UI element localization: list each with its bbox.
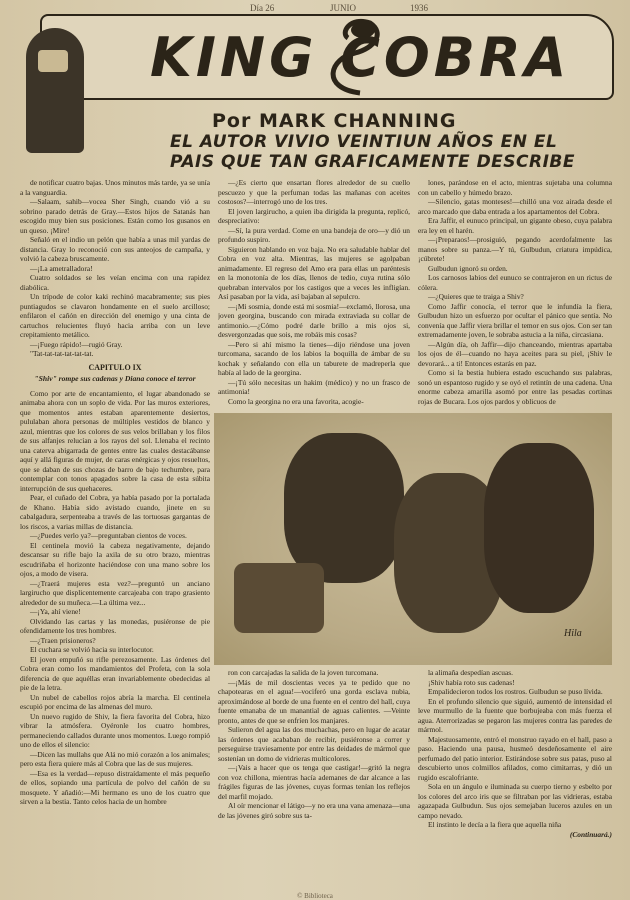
chapter-heading: CAPITULO IX xyxy=(88,362,142,372)
paragraph: ¡Shiv había roto sus cadenas! xyxy=(428,677,515,687)
rock-shape xyxy=(234,563,324,633)
paragraph: Un nuevo rugido de Shiv, la fiera favorita del Cobra, hizo vibrar la atmósfera. Oyéronle los cuatro hombres, permaneciendo callados durante unos momentos. Luego rompió uno de ellos el silencio: xyxy=(20,711,210,749)
paragraph: —¿Quieres que te traiga a Shiv? xyxy=(428,292,524,301)
footer-watermark: © Biblioteca xyxy=(297,892,333,900)
header-year: 1936 xyxy=(410,3,428,13)
paragraph: Un trípode de color kaki rechinó macabramente; sus pies puntiagudos se clavaron hondamente en el suelo arcilloso; enfilaron el cañón en dirección del enemigo y una cinta de cartuchos relucientes fluyó hacia arriba con un leve crepitamiento metálico. xyxy=(20,292,210,339)
paragraph: Era Jaffir, el eunuco principal, un gigante obeso, cuya palabra era ley en el harén. xyxy=(418,216,612,235)
paragraph: —¡La ametralladora! xyxy=(30,263,93,273)
figure-face-icon xyxy=(38,50,68,72)
paragraph: Un nubel de cabellos rojos abría la marcha. El centinela escupió por encima de las almenas del muro. xyxy=(20,692,210,711)
paragraph: El joven largirucho, a quien iba dirigida la pregunta, replicó, despreciativo: xyxy=(218,206,410,225)
paragraph: Como Jaffir conocía, el terror que le infundía la fiera, Gulbudun hizo un esfuerzo por ocultar el pánico que sentía. No convenía que Jaffir viera brillar el temor en sus ojos. Con ser tan extremadamente joven, le sobraba astucia a la niña, circasiana. xyxy=(418,301,612,339)
paragraph: la alimaña despedían ascuas. xyxy=(428,668,513,677)
artist-signature: Hila xyxy=(564,628,582,639)
paragraph: lones, parándose en el acto, mientras sujetaba una columna con un cabello y húmedo brazo. xyxy=(418,178,612,197)
paragraph: El joven empuñó su rifle perezosamente. Las órdenes del Cobra eran como los mandamientos del Profeta, con la sola diferencia de que aquéllas eran invariablemente obedecidas al pie de la letra. xyxy=(20,654,210,692)
hooded-figure-icon xyxy=(26,28,84,153)
paragraph: Los carnosos labios del eunuco se contrajeron en un rictus de cólera. xyxy=(418,273,612,292)
header-day: Día 26 xyxy=(250,3,275,13)
paragraph: —¡Preparaos!—prosiguió, pegando acerdofalmente las manos sobre su panza.—Y tú, Gulbudun, criatura impúdica, ¡cúbrete! xyxy=(418,235,612,263)
paragraph: —¡Vais a hacer que os tenga que castigar!—gritó la negra con voz chillona, mientras hacía ademanes de dar alcance a las frágiles figuras de las jóvenes, cuyas formas tenían los reflejos del marfil mojado. xyxy=(218,763,410,801)
chapter-subheading: "Shiv" rompe sus cadenas y Diana conoce el terror xyxy=(34,374,196,383)
paragraph: El cuchara se volvió hacia su interlocutor. xyxy=(30,645,154,654)
paragraph: Gulbudun ignoró su orden. xyxy=(428,263,508,273)
paragraph: Majestuosamente, entró el monstruo rayado en el hall, paso a paso. Haciendo una pausa, husmeó desdeñosamente el aire perfumado del patio interior. Estirándose sobre sus patas, puso al descubierto unos colmillos afilados, como cimitarras, y dió un rugido escalofriante. xyxy=(418,734,612,782)
paragraph: —Sí, la pura verdad. Come en una bandeja de oro—y dió un profundo suspiro. xyxy=(218,225,410,244)
paragraph: —¡Ya, ahí viene! xyxy=(30,607,81,616)
story-illustration xyxy=(214,413,612,665)
paragraph: Sola en un ángulo e iluminada su cuerpo tierno y esbelto por los colores del arco iris que se filtraban por las vidrieras, estaba agazapada Gulbudun. Sus ojos semejaban luceros azules en un campo nevado. xyxy=(418,782,612,820)
paragraph: En el profundo silencio que siguió, aumentó de intensidad el leve murmullo de la fuente que borbujeaba con más fuerza el agua. Aterrorizadas se pegaron las mujeres contra las paredes de mármol. xyxy=(418,696,612,734)
paragraph: —Algún día, oh Jaffir—dijo chanceando, mientras apartaba los ojos de él—cuando no haya aceites para su piel, ¡Shiv le devorará... a ti! Entonces estarás en paz. xyxy=(418,339,612,368)
paragraph: —Esa es la verdad—repuso distraídamente el más pequeño de ellos, sopiando una partícula de polvo del cañón de su mosquete. Y añadió:—Mi hermano es uno de los cuatro que sirven a la bestia. Tanto celos hacia de un hombre xyxy=(20,768,210,806)
paragraph: —Dicen las mullahs que Alá no mió corazón a los animales; pero esta fiera quiere más al Cobra que las de sus mujeres. xyxy=(20,749,210,768)
author-byline: Por MARK CHANNING xyxy=(212,110,457,132)
paragraph: Como la georgina no era una favorita, acogie- xyxy=(228,396,364,406)
paragraph: Olvidando las cartas y las monedas, pusiéronse de pie ofendidamente los tres hombres. xyxy=(20,616,210,635)
paragraph: —¿Traerá mujeres esta vez?—preguntó un anciano largirucho que displicentemente carcajeaba con trapo grasiento alrededor de su muñeca.—La última vez... xyxy=(20,578,210,607)
paragraph: —¿Es cierto que ensartan flores alrededor de su cuello pescuezo y que la perfuman todas las mañanas con aceites costosos?—interrogó uno de los tres. xyxy=(218,178,410,206)
paragraph: —¿Puedes verlo ya?—preguntaban cientos de voces. xyxy=(30,531,187,540)
paragraph: Pear, el cuñado del Cobra, ya había pasado por la portalada de Khano. Había sido avistado cuando, jinete en su cabalgadura, serpenteaba a través de las tortuosas gargantas de los riscos, a varias millas de distancia. xyxy=(20,493,210,531)
paragraph: El centinela movió la cabeza negativamente, dejando descansar su rifle bajo la axila de su otro brazo, mientras escudriñaba el horizonte haciéndose con una mano sobre los ojos, a modo de visera. xyxy=(20,540,210,578)
paragraph: —¡Tú sólo necesitas un hakim (médico) y no un frasco de antimonia! xyxy=(218,377,410,396)
paragraph: Como si la bestia hubiera estado escuchando sus palabras, sonó un espantoso rugido y se oyó el retintín de una cadena. Una enorme cabeza amarilla asomó por entre las pesadas cortinas rojas de Bucara. Los ojos pardos y oblicuos de xyxy=(418,368,612,406)
paragraph: —¿Traen prisioneros? xyxy=(30,635,96,645)
subtitle-line-2: PAIS QUE TAN GRAFICAMENTE DESCRIBE xyxy=(170,152,575,172)
paragraph: Señaló en el indio un pelón que había a unas mil yardas de distancia. Gray lo reconoció con sus anteojos de campaña, y volvió la cabeza bruscamente. xyxy=(20,235,210,263)
paragraph: "Tat-tat-tat-tat-tat-tat. xyxy=(30,349,94,358)
column-1 xyxy=(20,178,210,890)
continued-label: (Continuará.) xyxy=(569,829,612,839)
paragraph: Empalidecieron todos los rostros. Gulbudun se puso lívida. xyxy=(428,687,603,696)
warrior-figure-right xyxy=(484,443,594,613)
paragraph: de notificar cuatro bajas. Unos minutos más tarde, ya se unía a la vanguardia. xyxy=(20,178,210,197)
paragraph: —¡Mi sosmia, donde está mi sosmia!—exclamó, llorosa, una joven georgina, buscando con mirada extraviada su collar de antimonio.—¿Cómo podré darle brillo a mis ojos si, desvergonzadas que sois, me robáis mis cosas? xyxy=(218,301,410,339)
paragraph: Como por arte de encantamiento, el lugar abandonado se animaba ahora con un soplo de vida. Por las muros exteriores, que momentos antes estaban aparentemente desiertos, pululaban ahora personas de múltiples vestidos de blanco y azul, mientras que los colores de sus velos brillaban y los filos de sus alfanjes relucían a los rayos del sol. Llenaba el recinto una caterva abigarrada de gentes entre las cuales destacábanse aquí y allá figuras de mujer, de caras enérgicas y ojos resueltos, que se daban de sus chozas de barro de bajo techumbre, para contemplar con tonos apagados sobre la casa de esta súbita interrupción de sus quehaceres. xyxy=(20,388,210,493)
paragraph: —Silencio, gatas monteses!—chilló una voz airada desde el arco marcado que daba entrada a los apartamentos del Cobra. xyxy=(418,197,612,216)
page-title: KING COBRA xyxy=(150,26,571,89)
warrior-figure-left xyxy=(284,433,404,583)
paragraph: El instinto le decía a la fiera que aquella niña xyxy=(428,820,562,829)
column-2-bottom xyxy=(218,668,410,890)
paragraph: —Salaam, sahib—vocea Sher Singh, cuando vió a su sobrino parado detrás de Gray.—Estos hijos de Satanás han escogido muy bien sus posiciones. Están como los gusanos en un queso. ¡Mire! xyxy=(20,197,210,235)
paragraph: Cuatro soldados se les veían encima con una rapidez diabólica. xyxy=(20,273,210,292)
paragraph: Siguieron hablando en voz baja. No era saludable hablar del Cobra en voz alta. Mientras, las mujeres se agolpaban animadamente. El regreso del Amo era para ellas un paréntesis en la monotonía de los días, llenos de tedio, cuya rutina sólo quebraban intervalos por los castigos que a veces les infligían. Así pasaban por la vida, así bajaban al sepulcro. xyxy=(218,244,410,301)
column-2-top xyxy=(218,178,410,410)
header-month: JUNIO xyxy=(330,3,356,13)
paragraph: —Pero si ahí mismo la tienes—dijo riéndose una joven turcomana, sacando de los labios la boquilla de ámbar de su kochak y señalando con ella un taburete de madreperla que había al lado de la georgina. xyxy=(218,339,410,377)
subtitle-line-1: EL AUTOR VIVIO VEINTIUN AÑOS EN EL xyxy=(170,132,558,152)
paragraph: Al oír mencionar el látigo—y no era una vana amenaza—una de las jóvenes giró sobre sus ta- xyxy=(218,801,410,820)
paragraph: ron con carcajadas la salida de la joven turcomana. xyxy=(228,668,379,677)
column-3-bottom xyxy=(418,668,612,890)
paragraph: —¡Más de mil doscientas veces ya te pedido que no chapotearas en el agua!—vociferó una gorda esclava nubia, aproximándose al borde de una fuente en el centro del hall, cuya fuente emanaba de un manantial de aguas calientes. —Veinte pronto, antes de que se enfríen los manjares. xyxy=(218,677,410,725)
column-3-top xyxy=(418,178,612,410)
paragraph: Sulieron del agua las dos muchachas, pero en lugar de acatar las órdenes que acababan de recibir, pusiéronse a correr y perseguirse traviesamente por entre las deidades de mármol que sostenían un domo de vidrieras multicolores. xyxy=(218,725,410,763)
paragraph: —¡Fuego rápido!—rugió Gray. xyxy=(30,339,123,349)
